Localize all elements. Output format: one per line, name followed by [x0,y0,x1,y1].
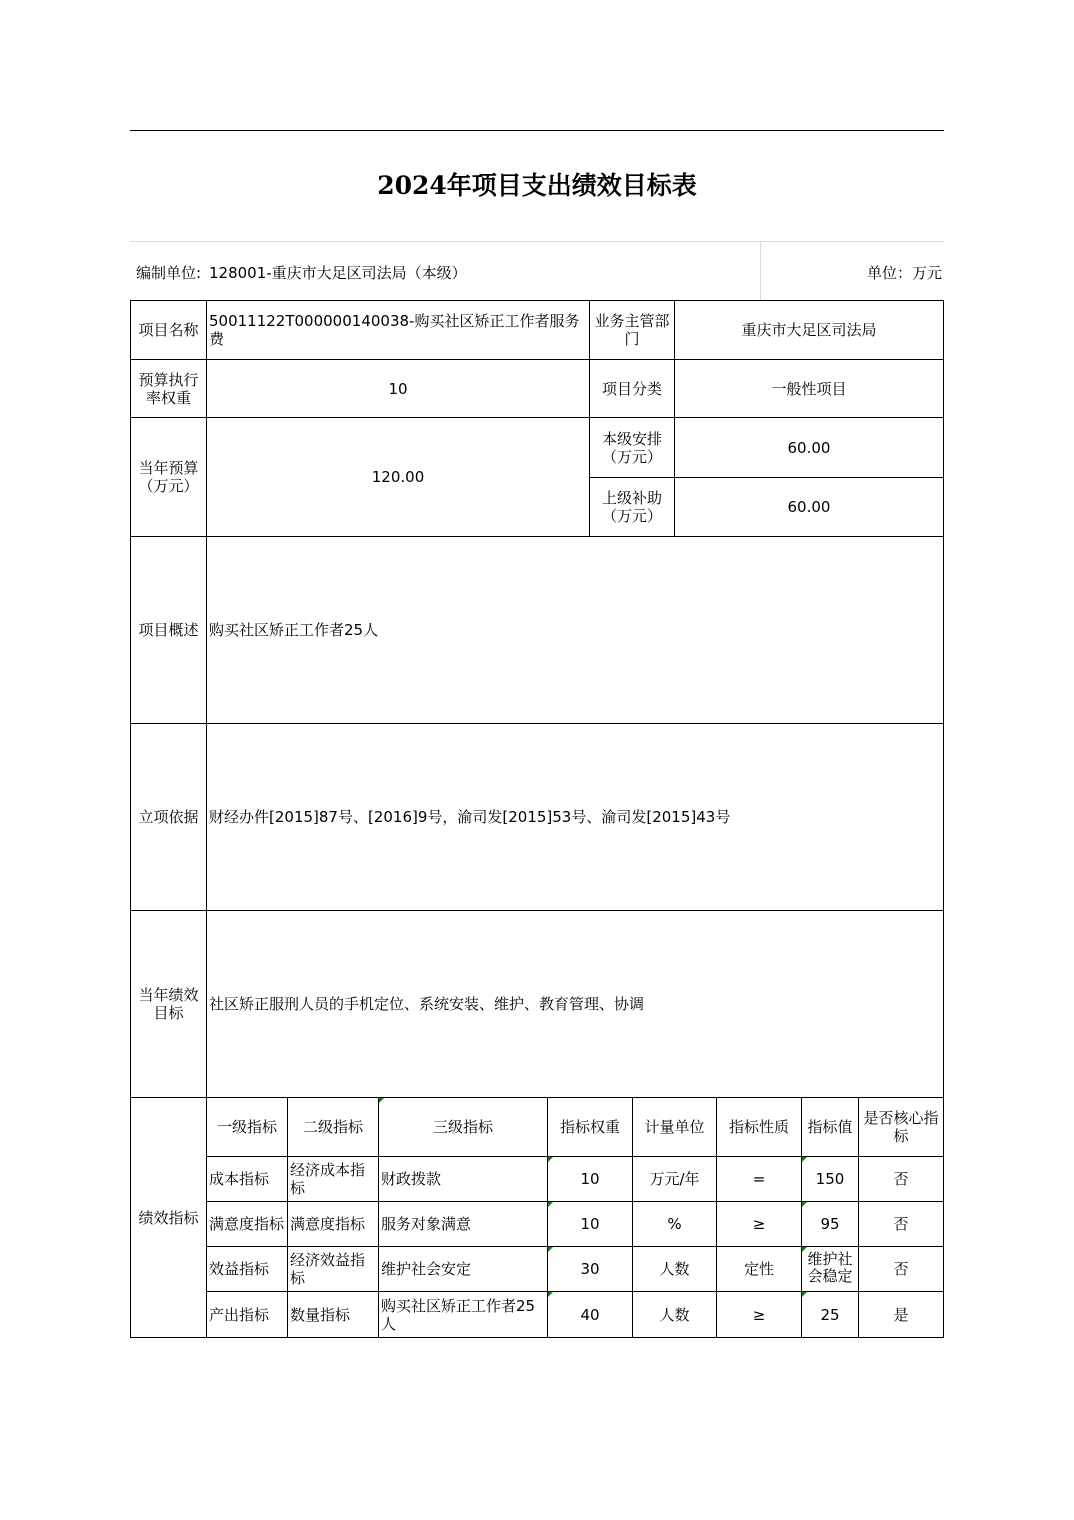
indicator-weight: 10 [548,1157,633,1202]
exec-weight-label: 预算执行率权重 [130,360,207,418]
basis-label: 立项依据 [130,724,207,911]
overview-label: 项目概述 [130,537,207,724]
indicators-header: 二级指标 [288,1098,379,1157]
indicator-nature: = [717,1157,802,1202]
indicators-header: 三级指标 [379,1098,548,1157]
budget-label: 当年预算（万元） [130,418,207,537]
superior-subsidy-label: 上级补助（万元） [590,478,675,537]
goal-value: 社区矫正服刑人员的手机定位、系统安装、维护、教育管理、协调 [207,911,944,1098]
local-arrangement-label: 本级安排（万元） [590,418,675,478]
basis-value: 财经办件[2015]87号、[2016]9号，渝司发[2015]53号、渝司发[2015]43号 [207,724,944,911]
indicator-unit: 人数 [633,1247,717,1292]
indicators-header: 计量单位 [633,1098,717,1157]
indicator-level1: 满意度指标 [207,1202,288,1247]
page-title: 2024年项目支出绩效目标表 [130,130,944,241]
goal-label: 当年绩效目标 [130,911,207,1098]
indicator-weight: 10 [548,1202,633,1247]
dept-value: 重庆市大足区司法局 [675,300,944,360]
indicator-core: 否 [859,1157,944,1202]
performance-target-sheet [130,130,944,1340]
indicator-level2: 经济成本指标 [288,1157,379,1202]
superior-subsidy-value: 60.00 [675,478,944,537]
indicator-nature: 定性 [717,1247,802,1292]
indicators-header: 一级指标 [207,1098,288,1157]
overview-value: 购买社区矫正工作者25人 [207,537,944,724]
indicator-level3: 购买社区矫正工作者25人 [379,1292,548,1338]
prepare-unit-label: 编制单位: [136,264,202,282]
category-label: 项目分类 [590,360,675,418]
project-name-label: 项目名称 [130,300,207,360]
indicator-value: 维护社会稳定 [802,1247,859,1292]
indicator-level3: 财政拨款 [379,1157,548,1202]
indicator-weight: 40 [548,1292,633,1338]
indicator-unit: 万元/年 [633,1157,717,1202]
project-name-value: 50011122T000000140038-购买社区矫正工作者服务费 [207,300,590,360]
indicator-core: 否 [859,1202,944,1247]
category-value: 一般性项目 [675,360,944,418]
indicator-nature: ≥ [717,1202,802,1247]
indicator-core: 是 [859,1292,944,1338]
currency-unit: 单位：万元 [866,264,942,282]
indicators-section-label: 绩效指标 [130,1098,207,1338]
indicator-level1: 成本指标 [207,1157,288,1202]
local-arrangement-value: 60.00 [675,418,944,478]
indicator-level2: 经济效益指标 [288,1247,379,1292]
indicator-level1: 产出指标 [207,1292,288,1338]
indicators-header: 指标权重 [548,1098,633,1157]
indicators-header: 是否核心指标 [859,1098,944,1157]
indicators-header: 指标值 [802,1098,859,1157]
indicator-value: 150 [802,1157,859,1202]
budget-value: 120.00 [207,418,590,537]
indicator-value: 95 [802,1202,859,1247]
indicator-unit: % [633,1202,717,1247]
indicators-header: 指标性质 [717,1098,802,1157]
exec-weight-value: 10 [207,360,590,418]
prepare-unit-value: 128001-重庆市大足区司法局（本级） [209,264,467,282]
indicator-level3: 维护社会安定 [379,1247,548,1292]
indicator-unit: 人数 [633,1292,717,1338]
dept-label: 业务主管部门 [590,300,675,360]
indicator-level2: 数量指标 [288,1292,379,1338]
indicator-weight: 30 [548,1247,633,1292]
indicator-core: 否 [859,1247,944,1292]
indicator-level1: 效益指标 [207,1247,288,1292]
indicator-nature: ≥ [717,1292,802,1338]
indicator-level2: 满意度指标 [288,1202,379,1247]
indicator-level3: 服务对象满意 [379,1202,548,1247]
indicator-value: 25 [802,1292,859,1338]
